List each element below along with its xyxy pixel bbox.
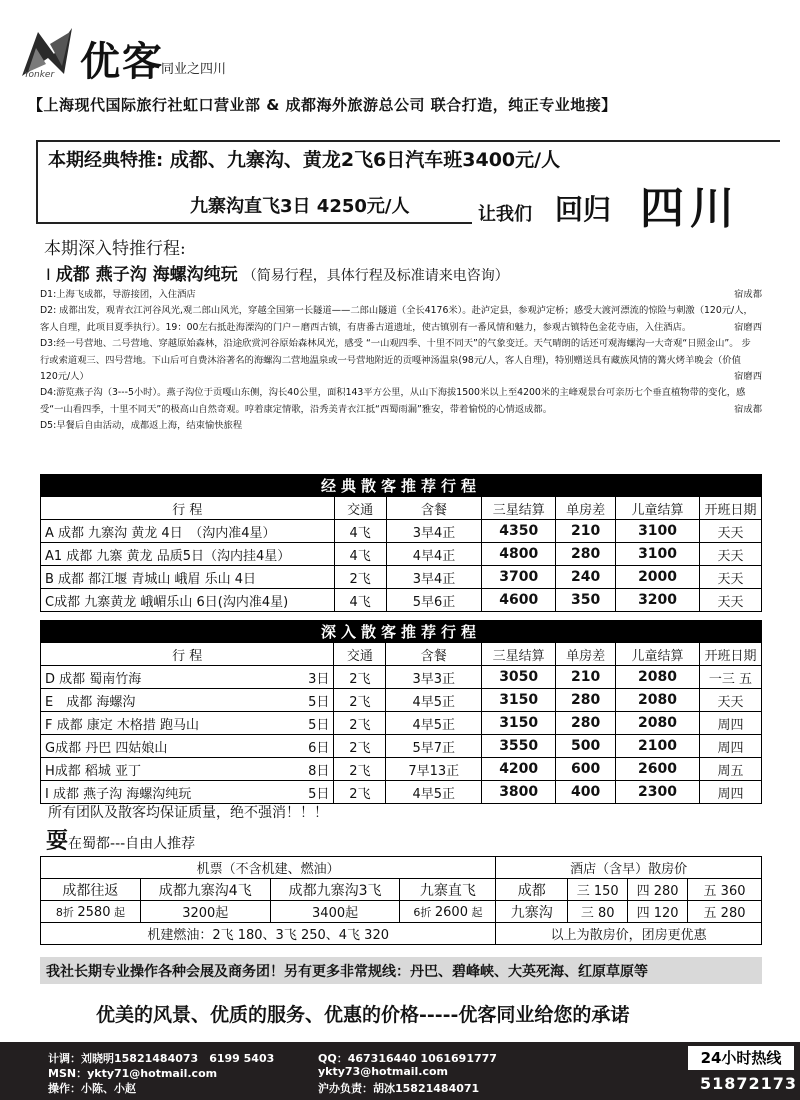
air-suffix: 起 xyxy=(467,905,483,919)
air-ticket-title: 机票（不含机建、燃油） xyxy=(41,857,496,879)
day-stay: 宿成都 xyxy=(730,402,762,418)
transport-cell: 4飞 xyxy=(334,543,386,566)
table-row xyxy=(41,666,762,689)
transport-cell: 2飞 xyxy=(334,666,386,689)
meals-cell: 7早13正 xyxy=(386,758,482,781)
route-cell xyxy=(41,781,334,804)
schedule-cell: 周五 xyxy=(699,758,761,781)
special-label: 本期经典特推: xyxy=(48,150,164,171)
schedule-cell: 天天 xyxy=(699,589,761,612)
itinerary-day xyxy=(40,385,762,418)
day-stay: 宿磨西 xyxy=(730,320,762,336)
air-col-head: 成都往返 xyxy=(41,879,141,901)
table-row xyxy=(41,520,762,543)
table-row xyxy=(41,781,762,804)
single-cell: 240 xyxy=(556,566,616,589)
brand-subtitle: 同业之四川 xyxy=(161,62,227,77)
itinerary-day xyxy=(40,336,762,385)
air-col-value: 3400起 xyxy=(270,901,400,923)
hotline-number[interactable]: 51872173 xyxy=(700,1074,798,1093)
price-cell: 4600 xyxy=(482,589,556,612)
route-cell: B 成都 都江堰 青城山 峨眉 乐山 4日 xyxy=(41,566,335,589)
hotel-4star: 四 120 xyxy=(628,901,688,923)
special-offer-line1 xyxy=(48,145,560,172)
brand-name: 优客 xyxy=(80,39,164,85)
price-cell: 3050 xyxy=(482,666,556,689)
price-cell: 3700 xyxy=(482,566,556,589)
col-child: 儿童结算 xyxy=(616,497,700,520)
child-cell: 3100 xyxy=(616,520,700,543)
route-cell xyxy=(41,735,334,758)
route-bar: I xyxy=(46,265,51,284)
long-term-business-note: 我社长期专业操作各种会展及商务团！另有更多非常规线：丹巴、碧峰峡、大英死海、红原草原等 xyxy=(40,957,762,984)
schedule-cell: 天天 xyxy=(699,520,761,543)
msn-value[interactable]: ykty71@hotmail.com xyxy=(87,1067,218,1080)
route-days: 5日 xyxy=(308,717,330,733)
price-cell: 4800 xyxy=(482,543,556,566)
col-meals: 含餐 xyxy=(386,497,482,520)
deep-tours-table xyxy=(40,620,762,804)
price-cell: 3800 xyxy=(482,781,556,804)
child-cell: 3200 xyxy=(616,589,700,612)
air-col-head: 九寨直飞 xyxy=(400,879,496,901)
price-cell: 3550 xyxy=(482,735,556,758)
single-cell: 280 xyxy=(556,543,616,566)
contact-qq xyxy=(318,1050,497,1066)
special-line1-text: 成都、九寨沟、黄龙2飞6日汽车班3400元/人 xyxy=(163,149,561,171)
air-col-head: 成都九寨沟4飞 xyxy=(140,879,270,901)
col-meals: 含餐 xyxy=(386,643,482,666)
route-days: 5日 xyxy=(308,694,330,710)
price-cell: 4200 xyxy=(482,758,556,781)
single-cell: 280 xyxy=(556,712,616,735)
col-transport: 交通 xyxy=(334,643,386,666)
slogan-part2: 回归 xyxy=(555,193,612,226)
route-days: 3日 xyxy=(308,671,330,687)
air-price: 2580 xyxy=(77,904,111,920)
route-name: G成都 丹巴 四姑娘山 xyxy=(45,740,168,756)
air-price: 2600 xyxy=(434,904,468,920)
itinerary-day xyxy=(40,303,762,336)
child-cell: 2080 xyxy=(616,666,700,689)
hotel-city: 成都 xyxy=(496,879,568,901)
brand-promise: 优美的风景、优质的服务、优惠的价格-----优客同业给您的承诺 xyxy=(96,1004,630,1026)
meals-cell: 4早5正 xyxy=(386,712,482,735)
single-cell: 280 xyxy=(556,689,616,712)
meals-cell: 3早4正 xyxy=(386,566,482,589)
recommend-big-char: 耍 xyxy=(46,829,69,854)
planner-value: 刘晓明15821484073 6199 5403 xyxy=(81,1052,275,1065)
route-cell xyxy=(41,712,334,735)
meals-cell: 4早5正 xyxy=(386,689,482,712)
contact-shanghai xyxy=(318,1080,479,1096)
slogan-part1: 让我们 xyxy=(478,204,532,225)
route-days: 5日 xyxy=(308,786,330,802)
route-name: F 成都 康定 木格措 跑马山 xyxy=(45,717,200,733)
route-days: 8日 xyxy=(308,763,330,779)
air-col-value: 3200起 xyxy=(140,901,270,923)
col-transport: 交通 xyxy=(334,497,386,520)
itinerary-day xyxy=(40,418,762,434)
featured-route-title xyxy=(46,260,509,285)
transport-cell: 2飞 xyxy=(334,781,386,804)
col-single: 单房差 xyxy=(556,497,616,520)
table-row xyxy=(41,758,762,781)
hotel-5star: 五 360 xyxy=(688,879,762,901)
table-row xyxy=(41,689,762,712)
child-cell: 2600 xyxy=(616,758,700,781)
shanghai-value: 胡冰15821484071 xyxy=(373,1082,480,1095)
route-cell: A 成都 九寨沟 黄龙 4日 （沟内准4星） xyxy=(41,520,335,543)
transport-cell: 2飞 xyxy=(334,712,386,735)
operators-label: 操作： xyxy=(48,1082,81,1095)
transport-cell: 2飞 xyxy=(334,689,386,712)
route-cell xyxy=(41,758,334,781)
brand-english: Yonker xyxy=(24,70,55,80)
air-hotel-price-table xyxy=(40,856,762,945)
hotel-note: 以上为散房价，团房更优惠 xyxy=(496,923,762,945)
table-header-row xyxy=(41,643,762,666)
schedule-cell: 周四 xyxy=(699,712,761,735)
schedule-cell: 天天 xyxy=(699,566,761,589)
transport-cell: 2飞 xyxy=(334,735,386,758)
contact-operators xyxy=(48,1080,136,1096)
day-text: D5:早餐后自由活动，成都返上海，结束愉快旅程 xyxy=(40,420,243,432)
route-cell: C成都 九寨黄龙 峨嵋乐山 6日(沟内准4星) xyxy=(41,589,335,612)
schedule-cell: 周四 xyxy=(699,781,761,804)
air-discount: 6折 xyxy=(413,905,435,919)
planner-label: 计调： xyxy=(48,1052,81,1065)
route-cell xyxy=(41,666,334,689)
air-discount: 8折 xyxy=(55,905,78,919)
meals-cell: 4早4正 xyxy=(386,543,482,566)
contact-msn[interactable] xyxy=(48,1065,217,1081)
air-col-value xyxy=(400,901,496,923)
schedule-cell: 周四 xyxy=(699,735,761,758)
child-cell: 2080 xyxy=(616,712,700,735)
table-row xyxy=(41,566,762,589)
special-offer-line2: 九寨沟直飞3日 4250元/人 xyxy=(190,196,410,217)
route-days: 6日 xyxy=(308,740,330,756)
col-schedule: 开班日期 xyxy=(699,497,761,520)
qq-label: QQ： xyxy=(318,1052,348,1065)
hotel-4star: 四 280 xyxy=(628,879,688,901)
fuel-surcharge: 机建燃油：2飞 180、3飞 250、4飞 320 xyxy=(41,923,496,945)
contact-planner xyxy=(48,1050,274,1066)
single-cell: 210 xyxy=(556,520,616,543)
single-cell: 500 xyxy=(556,735,616,758)
schedule-cell: 天天 xyxy=(699,689,761,712)
table-header-row xyxy=(41,497,762,520)
price-cell: 3150 xyxy=(482,712,556,735)
air-suffix: 起 xyxy=(110,905,125,919)
qq-value: 467316440 1061691777 xyxy=(347,1052,497,1065)
day-text: D2: 成都出发，观青衣江河谷风光,观二郎山风光，穿越全国第一长隧道——二郎山隧道（全长4176米）。赴泸定县，参观泸定桥；感受大渡河漂流的惊险与刺激（120元/人，客人自理，此项目夏季执行）。19：00左右抵赴海溧沟的门户－磨西古镇，有唐番古道遗址，使古镇别有一番风情和魅力，参观古镇特色金花寺庙，入住酒店。 xyxy=(40,305,753,333)
route-name: 成都 燕子沟 海螺沟纯玩 xyxy=(55,265,238,285)
classic-table-banner: 经典散客推荐行程 xyxy=(41,475,762,497)
schedule-cell: 天天 xyxy=(699,543,761,566)
transport-cell: 2飞 xyxy=(334,758,386,781)
child-cell: 2080 xyxy=(616,689,700,712)
hotel-city: 九寨沟 xyxy=(496,901,568,923)
route-name: D 成都 蜀南竹海 xyxy=(45,671,142,687)
day-text: D3:经一号营地、二号营地、穿越原始森林，沿途欣赏河谷原始森林风光，感受 “一山观四季、十里不同天”的气象变迁。天气晴朗的话还可观海螺沟一大奇观“日照金山”。 步行或索道观三、四号营地。下山后可自费沐浴著名的海螺沟二营地温泉或一号营地附近的贡嘎神汤温泉(98元/人，客人自理)，特别赠送具有藏族风情的篝火烤羊晚会（价值120元/人） xyxy=(40,338,751,383)
slogan-part3: 四川 xyxy=(640,183,740,234)
itinerary-day xyxy=(40,287,762,303)
transport-cell: 2飞 xyxy=(334,566,386,589)
recommend-text: 在蜀都---自由人推荐 xyxy=(68,836,196,852)
route-cell xyxy=(41,689,334,712)
msn-label: MSN： xyxy=(48,1067,88,1080)
single-cell: 350 xyxy=(556,589,616,612)
day-stay: 宿磨西 xyxy=(730,369,762,385)
col-route: 行 程 xyxy=(41,643,334,666)
deep-table-banner: 深入散客推荐行程 xyxy=(41,621,762,643)
single-cell: 400 xyxy=(556,781,616,804)
shanghai-label: 沪办负责： xyxy=(318,1082,373,1095)
air-col-head: 成都九寨沟3飞 xyxy=(270,879,400,901)
child-cell: 2300 xyxy=(616,781,700,804)
operators-value: 小陈、小赵 xyxy=(81,1082,136,1095)
col-route: 行 程 xyxy=(41,497,335,520)
route-name: H成都 稻城 亚丁 xyxy=(45,763,142,779)
hotel-price-title: 酒店（含早）散房价 xyxy=(496,857,762,879)
meals-cell: 5早7正 xyxy=(386,735,482,758)
air-col-value xyxy=(41,901,141,923)
table-row xyxy=(41,589,762,612)
hotel-3star: 三 80 xyxy=(568,901,628,923)
meals-cell: 3早3正 xyxy=(386,666,482,689)
partners-line: 【上海现代国际旅行社虹口营业部 & 成都海外旅游总公司 联合打造，纯正专业地接】 xyxy=(28,96,617,114)
free-travel-recommend xyxy=(46,824,195,855)
day-stay: 宿成都 xyxy=(730,287,762,303)
quality-guarantee: 所有团队及散客均保证质量，绝不强消！！！ xyxy=(48,805,328,821)
contact-footer xyxy=(0,1042,800,1100)
hotel-5star: 五 280 xyxy=(688,901,762,923)
deep-itinerary-title: 本期深入特推行程: xyxy=(44,239,186,259)
col-child: 儿童结算 xyxy=(616,643,700,666)
hotel-3star: 三 150 xyxy=(568,879,628,901)
schedule-cell: 一三 五 xyxy=(699,666,761,689)
child-cell: 2100 xyxy=(616,735,700,758)
price-cell: 4350 xyxy=(482,520,556,543)
table-row xyxy=(41,712,762,735)
table-row xyxy=(41,543,762,566)
single-cell: 210 xyxy=(556,666,616,689)
route-note: （简易行程，具体行程及标准请来电咨询） xyxy=(242,268,509,284)
route-name: E 成都 海螺沟 xyxy=(45,694,136,710)
col-single: 单房差 xyxy=(556,643,616,666)
single-cell: 600 xyxy=(556,758,616,781)
meals-cell: 5早6正 xyxy=(386,589,482,612)
route-cell: A1 成都 九寨 黄龙 品质5日（沟内挂4星） xyxy=(41,543,335,566)
meals-cell: 3早4正 xyxy=(386,520,482,543)
col-price: 三星结算 xyxy=(482,643,556,666)
price-cell: 3150 xyxy=(482,689,556,712)
classic-tours-table xyxy=(40,474,762,612)
meals-cell: 4早5正 xyxy=(386,781,482,804)
hotline-label: 24小时热线 xyxy=(688,1046,794,1070)
transport-cell: 4飞 xyxy=(334,589,386,612)
header xyxy=(0,0,800,90)
table-row xyxy=(41,735,762,758)
contact-email[interactable]: ykty73@hotmail.com xyxy=(318,1065,449,1078)
col-schedule: 开班日期 xyxy=(699,643,761,666)
transport-cell: 4飞 xyxy=(334,520,386,543)
child-cell: 2000 xyxy=(616,566,700,589)
route-name: I 成都 燕子沟 海螺沟纯玩 xyxy=(45,786,192,802)
itinerary-days xyxy=(40,287,762,435)
child-cell: 3100 xyxy=(616,543,700,566)
day-text: D1:上海飞成都，导游接团，入住酒店 xyxy=(40,289,196,300)
col-price: 三星结算 xyxy=(482,497,556,520)
day-text: D4:游览燕子沟（3---5小时）。燕子沟位于贡嘎山东侧，沟长40公里，面积143平方公里，从山下海拔1500米以上至4200米的主峰观景台可亲历七个垂直植物带的变化，感受“一山看四季，十里不同天”的极高山自然奇观。哼着康定情歌，沿秀美青衣江抵“西蜀雨漏”雅安，带着愉悦的心情返成都。 xyxy=(40,387,746,415)
